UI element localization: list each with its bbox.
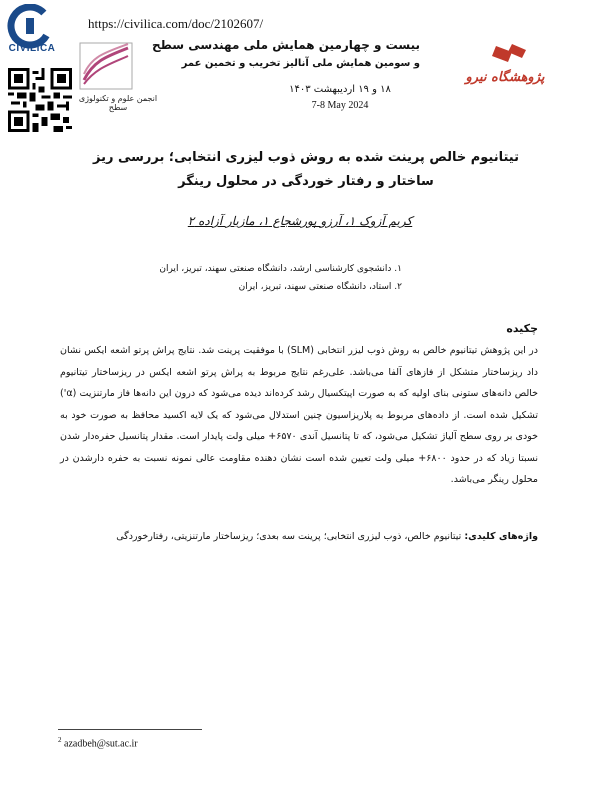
conference-date-persian: ۱۸ و ۱۹ اردیبهشت ۱۴۰۳ xyxy=(289,84,391,95)
keywords-label: واژه‌های کلیدی: xyxy=(464,531,538,542)
conference-title: بیست و چهارمین همایش ملی مهندسی سطح xyxy=(151,38,420,52)
footnote xyxy=(58,736,138,749)
paper-authors: کریم آزوک ۱، آرزو پورشجاع ۱، مازیار آزاده ۲ xyxy=(187,214,413,228)
abstract-body: در این پژوهش تیتانیوم خالص به روش ذوب لیزر انتخابی (SLM) با موفقیت پرینت شد. نتایج پراش پرتو اشعه ایکس نشان داد ریزساختار متشکل از فازهای آلفا می‌باشد. علی‌رغم نتایج مربوط به پراش پرتو اشعه ایکس در ریزساختار تیتانیوم خالص دانه‌های ستونی بنای اولیه که به صورت اپیتکسیال رشد کرده‌اند دیده می‌شود که درون این دانه‌ها فاز مارتنزیت (α') تشکیل شده است. از داده‌های مربوط به پلاریزاسیون چنین استدلال می‌شود که یک لایه اکسید محافظ به صورت خود به خودی بر روی سطح آلیاژ تشکیل می‌شود، که تا پتانسیل آندی ۶۵۷۰+ میلی ولت پایدار است. مقدار پتانسیل حفره‌دار شدن نسبتا زیاد که در حدود ۶۸۰۰+ میلی ولت تعیین شده است نشان دهنده مقاومت عالی نمونه نسبت به حفره دارشدن در محلول رینگر می‌باشد. xyxy=(60,345,538,485)
conference-date-english: 7-8 May 2024 xyxy=(311,100,369,111)
qr-code-icon[interactable] xyxy=(8,68,72,132)
footnote-marker: 2 xyxy=(58,736,62,744)
keywords-list: تیتانیوم خالص، ذوب لیزری انتخابی؛ پرینت سه بعدی؛ ریزساختار مارتنزیتی، رفتارخوردگی xyxy=(116,531,462,542)
keywords-line xyxy=(60,531,538,542)
civilica-logo-text: CIVILICA xyxy=(8,43,56,54)
footnote-divider xyxy=(58,729,202,730)
paper-title: تیتانیوم خالص پرینت شده به روش ذوب لیزری انتخابی؛ بررسی ریز ساختار و رفتار خوردگی در محلول رینگر xyxy=(93,150,519,189)
document-url-link[interactable]: https://civilica.com/doc/2102607/ xyxy=(88,16,264,31)
affiliation-1: ۱. دانشجوی کارشناسی ارشد، دانشگاه صنعتی سهند، تبریز، ایران xyxy=(159,264,402,274)
conference-subtitle: و سومین همایش ملی آنالیز تخریب و تخمین عمر xyxy=(181,58,420,69)
association-label: انجمن علوم و تکنولوژی سطح xyxy=(78,94,158,112)
surface-association-logo xyxy=(76,40,136,92)
affiliation-2: ۲. استاد، دانشگاه صنعتی سهند، تبریز، ایران xyxy=(238,282,402,292)
civilica-logo xyxy=(2,4,58,64)
footnote-email: azadbeh@sut.ac.ir xyxy=(64,738,138,750)
abstract-heading: چکیده xyxy=(506,322,538,335)
niroo-institute-logo-text: پژوهشگاه نیرو xyxy=(465,70,545,85)
